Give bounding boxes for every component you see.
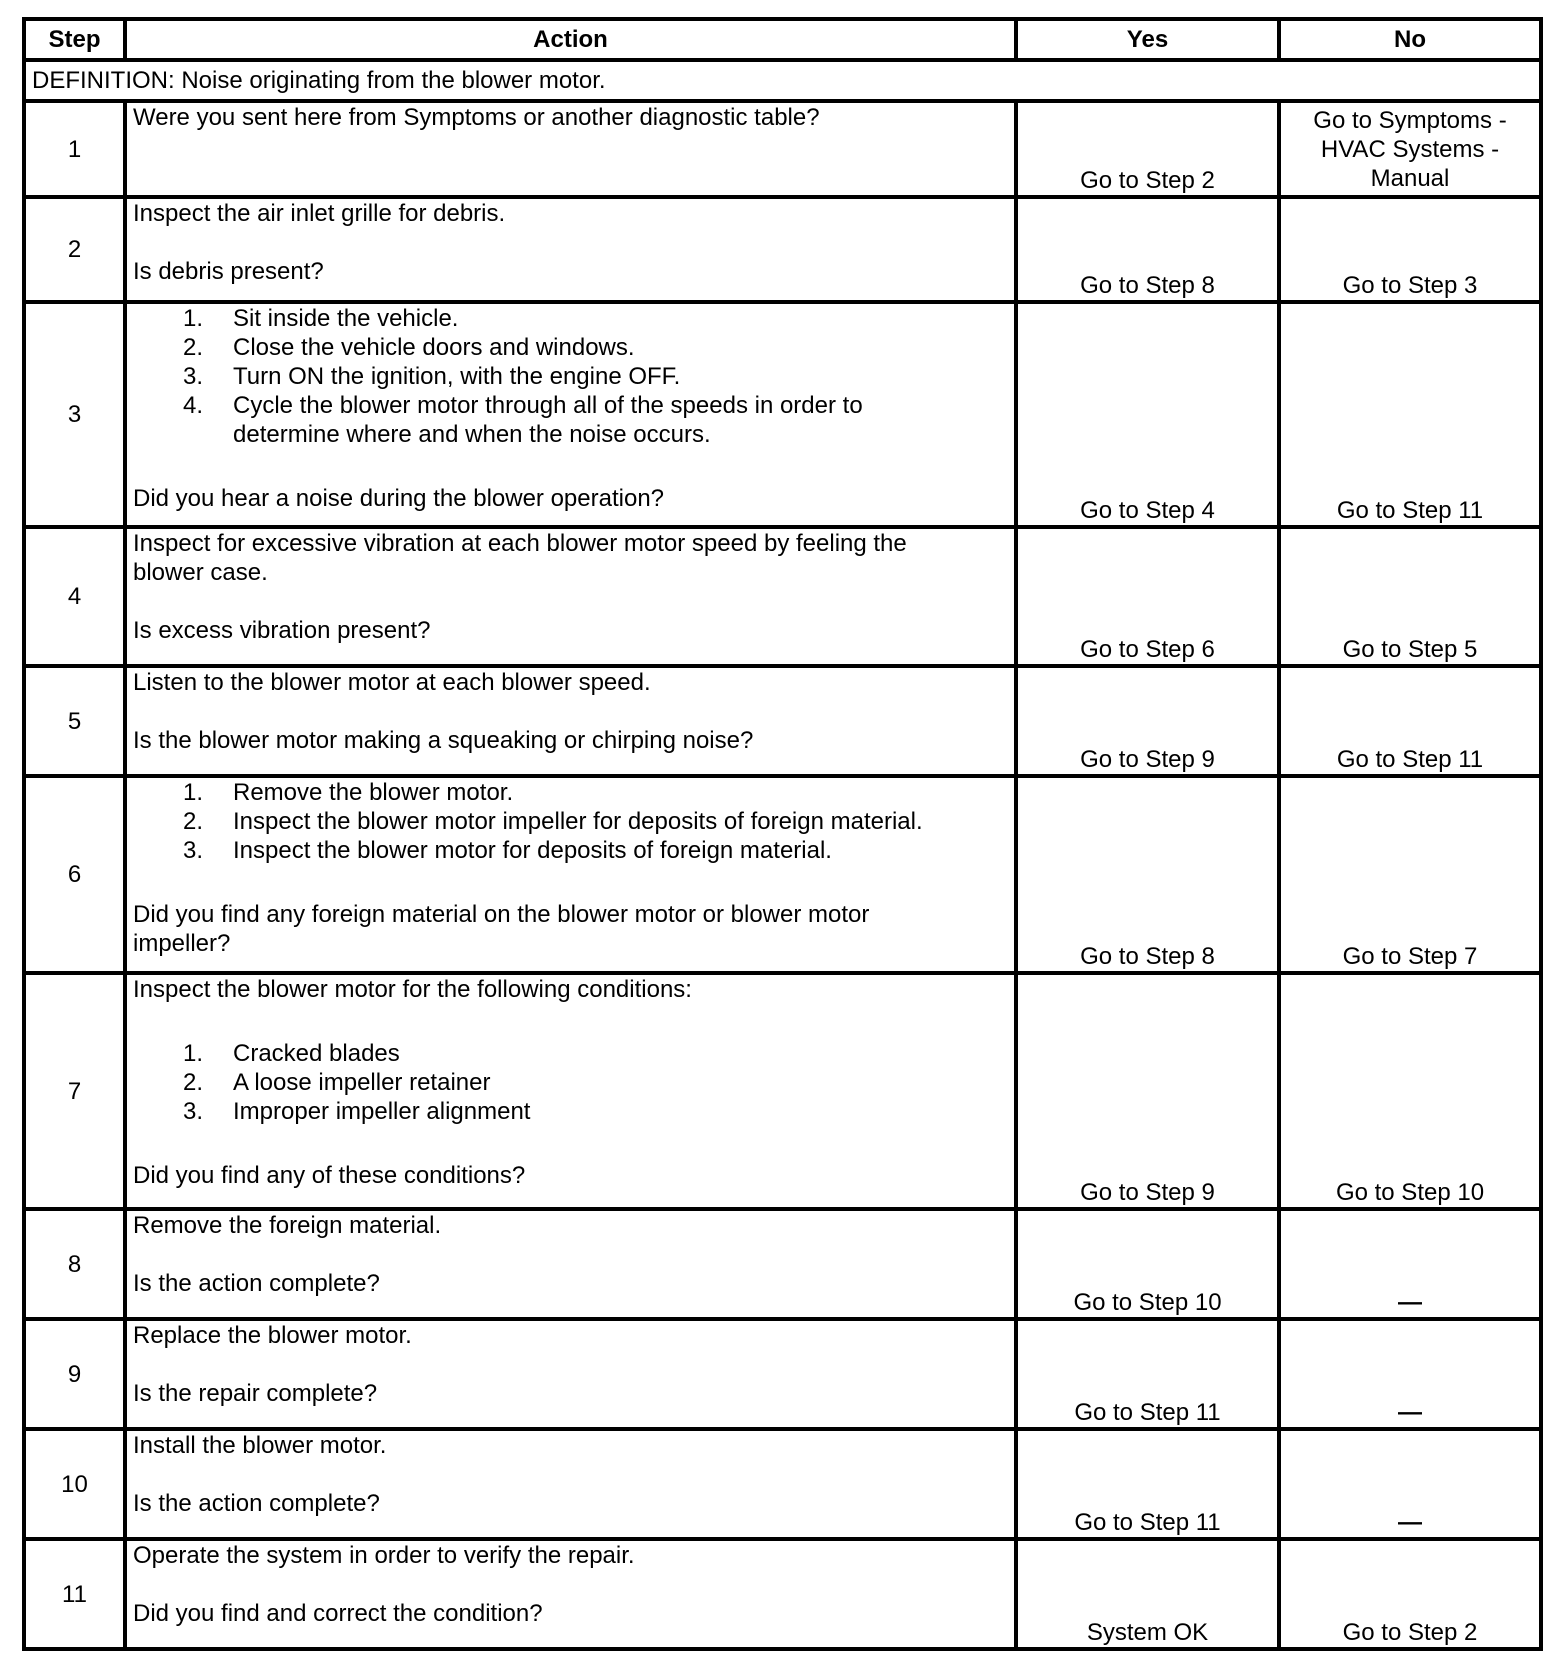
table-row [24, 197, 1541, 302]
question-text: Is the action complete? [133, 1490, 380, 1517]
no-cell: — [1279, 1429, 1541, 1539]
instruction-text: Replace the blower motor. [133, 1322, 412, 1349]
step-number: 6 [24, 776, 125, 973]
yes-cell: Go to Step 8 [1016, 776, 1279, 973]
yes-cell: Go to Step 11 [1016, 1429, 1279, 1539]
instruction-text: Inspect the air inlet grille for debris. [133, 200, 506, 227]
action-cell [125, 973, 1016, 1209]
no-line: Manual [1370, 165, 1450, 192]
diagnostic-table-page [22, 17, 1539, 1651]
action-cell [125, 1429, 1016, 1539]
instruction-text: Listen to the blower motor at each blower speed. [133, 669, 651, 696]
yes-cell: Go to Step 2 [1016, 101, 1279, 197]
instruction-text: Install the blower motor. [133, 1432, 387, 1459]
list-item: 3. Turn ON the ignition, with the engine OFF. [183, 363, 681, 390]
header-no: No [1279, 19, 1541, 60]
header-yes: Yes [1016, 19, 1279, 60]
yes-cell: Go to Step 10 [1016, 1209, 1279, 1319]
condition-list [133, 1039, 1008, 1126]
action-cell [125, 666, 1016, 776]
step-number: 10 [24, 1429, 125, 1539]
instruction-text: Operate the system in order to verify the repair. [133, 1542, 635, 1569]
step-number: 7 [24, 973, 125, 1209]
question-text: Did you hear a noise during the blower operation? [133, 485, 665, 512]
step-number: 11 [24, 1539, 125, 1649]
question-text: Did you find any of these conditions? [133, 1162, 526, 1189]
no-cell: Go to Step 10 [1279, 973, 1541, 1209]
list-item: 4. Cycle the blower motor through all of the speeds in order to determine where and when the noise occurs. [183, 392, 863, 448]
action-cell [125, 1539, 1016, 1649]
no-cell: Go to Step 11 [1279, 666, 1541, 776]
yes-cell: Go to Step 9 [1016, 666, 1279, 776]
step-number: 1 [24, 101, 125, 197]
header-step: Step [24, 19, 125, 60]
question-text: Is the repair complete? [133, 1380, 378, 1407]
action-cell [125, 302, 1016, 527]
question-text: Is the blower motor making a squeaking or chirping noise? [133, 727, 754, 754]
no-cell [1279, 101, 1541, 197]
yes-cell: System OK [1016, 1539, 1279, 1649]
action-cell [125, 776, 1016, 973]
question-text: Is debris present? [133, 258, 324, 285]
list-item: 3. Inspect the blower motor for deposits of foreign material. [183, 837, 832, 864]
list-item: 1. Remove the blower motor. [183, 779, 514, 806]
action-cell [125, 197, 1016, 302]
question-text: Were you sent here from Symptoms or another diagnostic table? [133, 104, 820, 131]
question-text: Did you find any foreign material on the blower motor or blower motor impeller? [133, 901, 870, 957]
no-cell: — [1279, 1319, 1541, 1429]
yes-cell: Go to Step 6 [1016, 527, 1279, 666]
instruction-text: Remove the foreign material. [133, 1212, 442, 1239]
action-cell [125, 527, 1016, 666]
definition-row [24, 60, 1541, 101]
instruction-text: Inspect for excessive vibration at each blower motor speed by feeling the blower case. [133, 530, 907, 586]
yes-cell: Go to Step 11 [1016, 1319, 1279, 1429]
list-item: 1. Cracked blades [183, 1040, 400, 1067]
no-line: HVAC Systems - [1320, 136, 1500, 163]
action-cell [125, 101, 1016, 197]
no-cell: Go to Step 11 [1279, 302, 1541, 527]
diagnostic-table [22, 17, 1543, 1651]
list-item: 2. A loose impeller retainer [183, 1069, 491, 1096]
step-number: 4 [24, 527, 125, 666]
table-row [24, 1539, 1541, 1649]
table-row [24, 101, 1541, 197]
header-action: Action [125, 19, 1016, 60]
table-row [24, 527, 1541, 666]
instruction-list [133, 778, 1008, 865]
no-cell: Go to Step 7 [1279, 776, 1541, 973]
list-item: 2. Inspect the blower motor impeller for deposits of foreign material. [183, 808, 923, 835]
table-row [24, 302, 1541, 527]
instruction-list [133, 304, 1008, 449]
step-number: 5 [24, 666, 125, 776]
list-item: 3. Improper impeller alignment [183, 1098, 531, 1125]
table-row [24, 1319, 1541, 1429]
table-row [24, 1209, 1541, 1319]
list-item: 1. Sit inside the vehicle. [183, 305, 459, 332]
table-row [24, 666, 1541, 776]
no-cell: — [1279, 1209, 1541, 1319]
yes-cell: Go to Step 8 [1016, 197, 1279, 302]
list-item: 2. Close the vehicle doors and windows. [183, 334, 635, 361]
step-number: 2 [24, 197, 125, 302]
action-cell [125, 1319, 1016, 1429]
yes-cell: Go to Step 9 [1016, 973, 1279, 1209]
question-text: Did you find and correct the condition? [133, 1600, 543, 1627]
no-cell: Go to Step 2 [1279, 1539, 1541, 1649]
question-text: Is excess vibration present? [133, 617, 431, 644]
step-number: 8 [24, 1209, 125, 1319]
action-cell [125, 1209, 1016, 1319]
definition-text: DEFINITION: Noise originating from the blower motor. [24, 60, 1541, 101]
table-row [24, 1429, 1541, 1539]
yes-cell: Go to Step 4 [1016, 302, 1279, 527]
table-row [24, 973, 1541, 1209]
no-line: Go to Symptoms - [1313, 107, 1507, 134]
step-number: 3 [24, 302, 125, 527]
no-cell: Go to Step 5 [1279, 527, 1541, 666]
question-text: Is the action complete? [133, 1270, 380, 1297]
no-cell: Go to Step 3 [1279, 197, 1541, 302]
instruction-text: Inspect the blower motor for the following conditions: [133, 976, 692, 1003]
header-row [24, 19, 1541, 60]
table-row [24, 776, 1541, 973]
step-number: 9 [24, 1319, 125, 1429]
